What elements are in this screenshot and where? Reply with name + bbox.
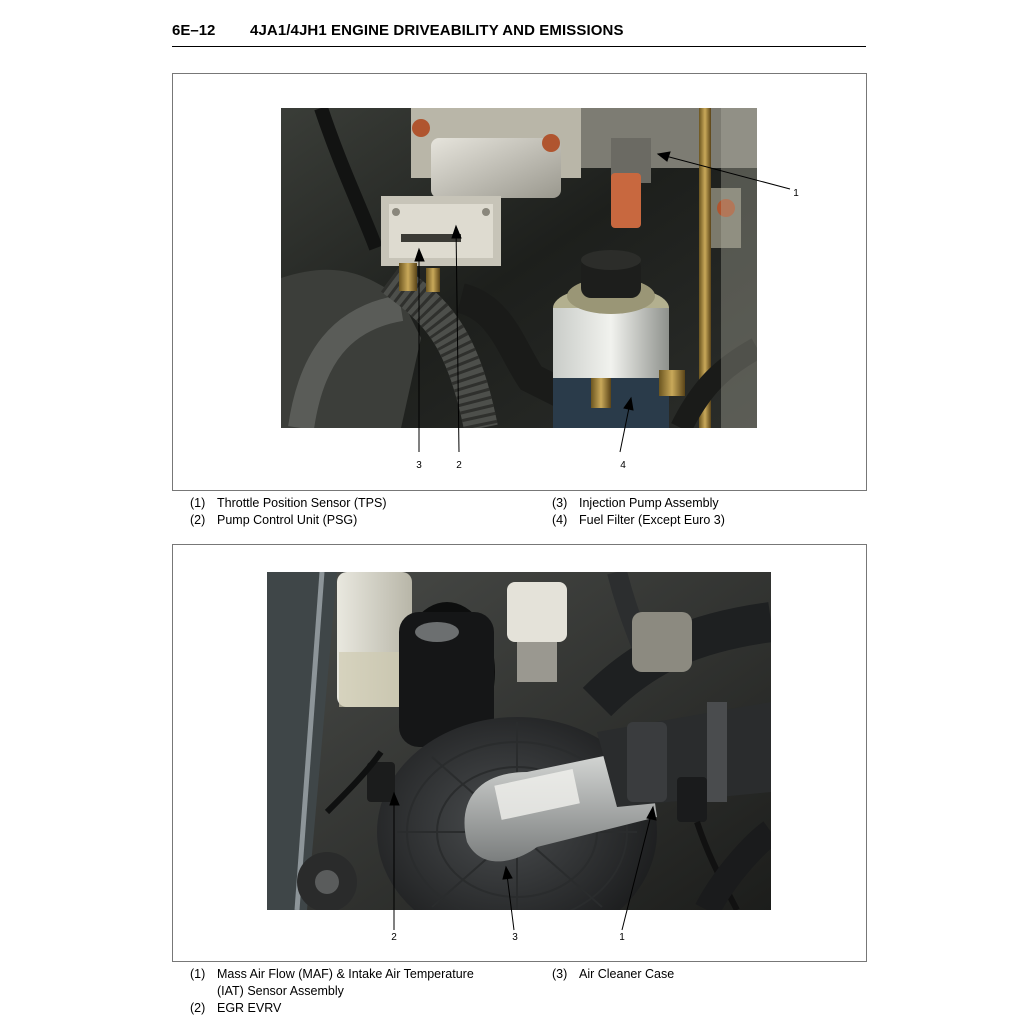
legend-item: (2) Pump Control Unit (PSG) bbox=[190, 513, 358, 527]
callout-1: 1 bbox=[793, 188, 799, 199]
legend-item: (1) Mass Air Flow (MAF) & Intake Air Temperature (IAT) Sensor Assembly bbox=[190, 967, 474, 998]
figure-1-legend-left bbox=[190, 495, 387, 529]
figure-1-legend-right bbox=[552, 495, 725, 529]
figure-2-frame bbox=[172, 544, 867, 962]
callout-2: 2 bbox=[391, 932, 397, 943]
page-number: 6E–12 bbox=[172, 22, 216, 39]
callout-2: 2 bbox=[456, 460, 462, 471]
callout-3: 3 bbox=[416, 460, 422, 471]
callout-1: 1 bbox=[619, 932, 625, 943]
legend-item: (2) EGR EVRV bbox=[190, 1001, 282, 1015]
legend-item: (3) Air Cleaner Case bbox=[552, 967, 675, 981]
callout-3: 3 bbox=[512, 932, 518, 943]
legend-item: (3) Injection Pump Assembly bbox=[552, 496, 719, 510]
section-title: 4JA1/4JH1 ENGINE DRIVEABILITY AND EMISSIONS bbox=[250, 22, 624, 39]
engine-photo-air-intake bbox=[267, 572, 771, 910]
legend-item: (1) Throttle Position Sensor (TPS) bbox=[190, 496, 387, 510]
callout-4: 4 bbox=[620, 460, 626, 471]
legend-item: (4) Fuel Filter (Except Euro 3) bbox=[552, 513, 725, 527]
page-header bbox=[172, 20, 866, 47]
figure-2-legend-right bbox=[552, 966, 674, 983]
figure-1-frame bbox=[172, 73, 867, 491]
figure-2-legend-left bbox=[190, 966, 474, 1017]
engine-photo-injection-pump bbox=[281, 108, 757, 428]
